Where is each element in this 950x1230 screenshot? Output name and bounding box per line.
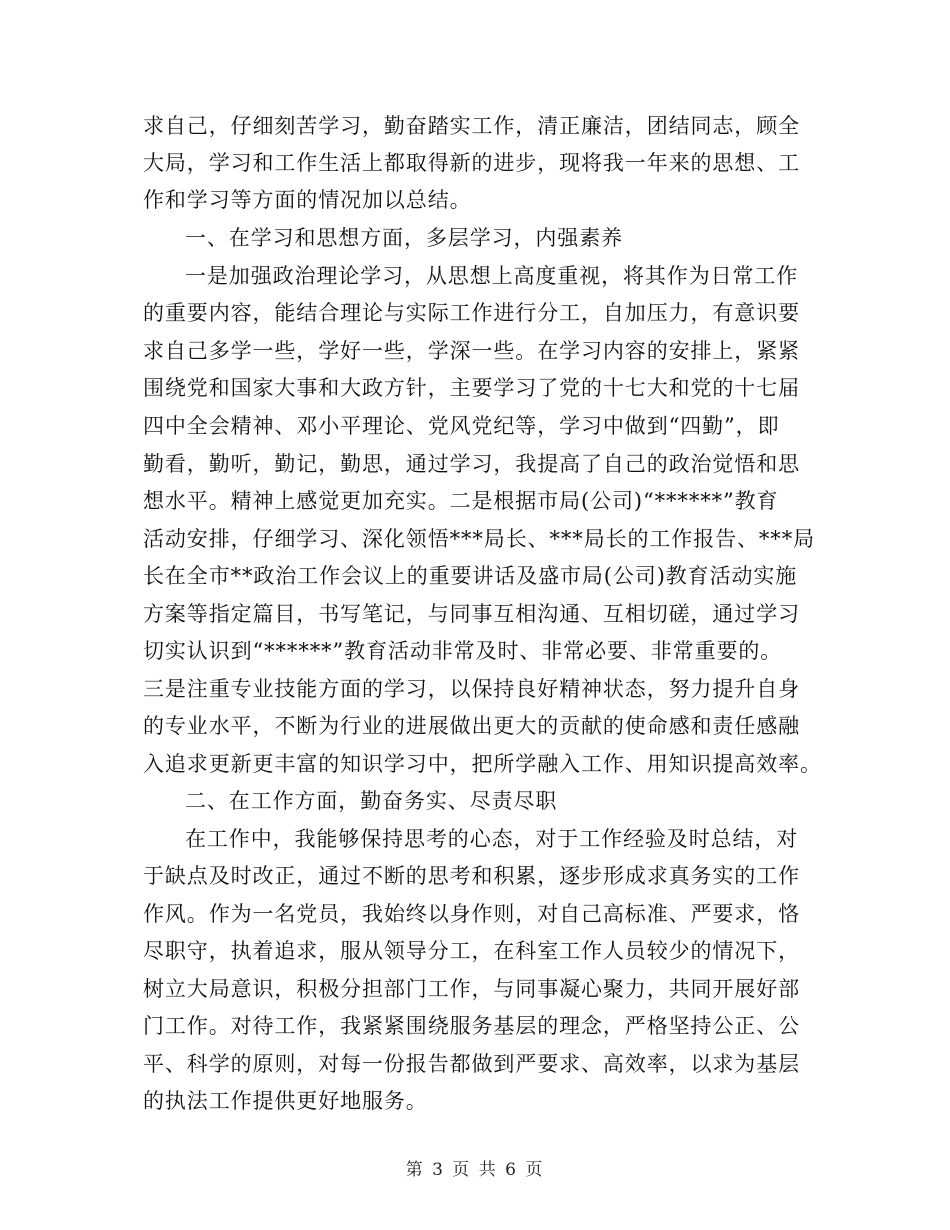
body-text-line: 求自己多学一些，学好一些，学深一些。在学习内容的安排上，紧紧 (143, 339, 800, 363)
body-text-line: 平、科学的原则，对每一份报告都做到严要求、高效率，以求为基层 (143, 1052, 800, 1076)
body-text-line: 求自己，仔细刻苦学习，勤奋踏实工作，清正廉洁，团结同志，顾全 (143, 114, 800, 138)
body-text-line: 一是加强政治理论学习，从思想上高度重视，将其作为日常工作 (185, 264, 799, 288)
body-text-line: 在工作中，我能够保持思考的心态，对于工作经验及时总结，对 (185, 827, 799, 851)
body-text-line: 的执法工作提供更好地服务。 (143, 1089, 428, 1113)
body-text-line: 活动安排，仔细学习、深化领悟***局长、***局长的工作报告、***局 (143, 527, 815, 551)
body-text-line: 于缺点及时改正，通过不断的思考和积累，逐步形成求真务实的工作 (143, 864, 800, 888)
body-text-line: 长在全市**政治工作会议上的重要讲话及盛市局(公司)教育活动实施 (143, 564, 798, 588)
body-text-line: 四中全会精神、邓小平理论、党风党纪等，学习中做到“四勤”，即 (143, 414, 780, 438)
body-text-line: 树立大局意识，积极分担部门工作，与同事凝心聚力，共同开展好部 (143, 977, 800, 1001)
body-text-line: 作风。作为一名党员，我始终以身作则，对自己高标准、严要求，恪 (143, 902, 800, 926)
section-heading-2: 二、在工作方面，勤奋务实、尽责尽职 (185, 789, 558, 813)
body-text-line: 尽职守，执着追求，服从领导分工，在科室工作人员较少的情况下， (143, 939, 800, 963)
section-heading-1: 一、在学习和思想方面，多层学习，内强素养 (185, 226, 623, 250)
body-text-line: 大局，学习和工作生活上都取得新的进步，现将我一年来的思想、工 (143, 151, 800, 175)
body-text-line: 的重要内容，能结合理论与实际工作进行分工，自加压力，有意识要 (143, 301, 800, 325)
body-text-line: 三是注重专业技能方面的学习，以保持良好精神状态，努力提升自身 (143, 677, 800, 701)
body-text-line: 的专业水平，不断为行业的进展做出更大的贡献的使命感和责任感融 (143, 714, 800, 738)
body-text-line: 作和学习等方面的情况加以总结。 (143, 188, 472, 212)
body-text-line: 切实认识到“******”教育活动非常及时、非常必要、非常重要的。 (143, 639, 783, 663)
body-text-line: 围绕党和国家大事和大政方针，主要学习了党的十七大和党的十七届 (143, 376, 800, 400)
body-text-line: 门工作。对待工作，我紧紧围绕服务基层的理念，严格坚持公正、公 (143, 1014, 800, 1038)
body-text-line: 入追求更新更丰富的知识学习中，把所学融入工作、用知识提高效率。 (143, 752, 822, 776)
body-text-line: 勤看，勤听，勤记，勤思，通过学习，我提高了自己的政治觉悟和思 (143, 452, 800, 476)
body-text-line: 方案等指定篇目，书写笔记，与同事互相沟通、互相切磋，通过学习 (143, 602, 800, 626)
body-text-line: 想水平。精神上感觉更加充实。二是根据市局(公司)“******”教育 (143, 489, 779, 513)
page-number-footer: 第 3 页 共 6 页 (405, 1160, 545, 1180)
